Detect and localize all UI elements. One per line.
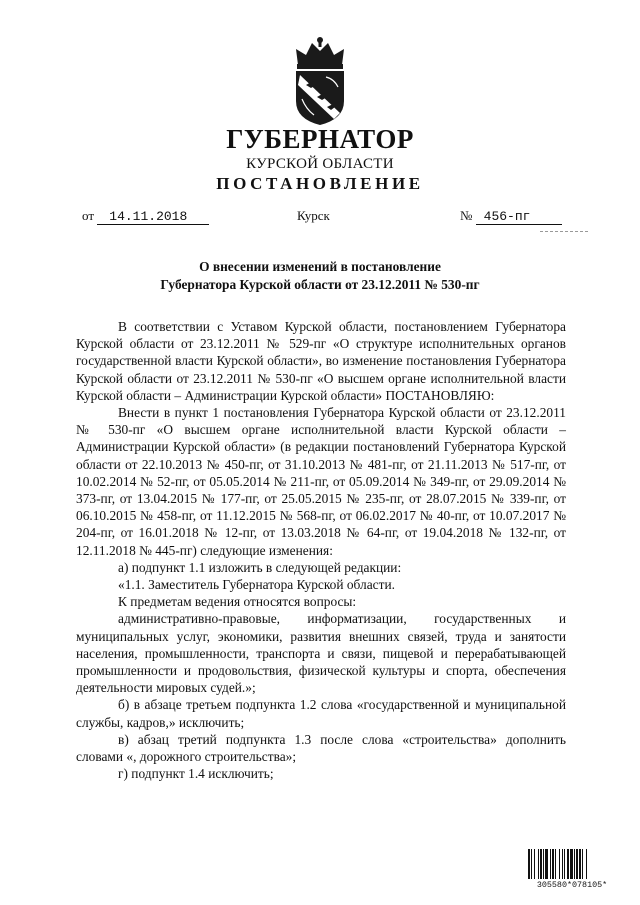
barcode-image: [526, 849, 618, 881]
barcode-bar: [538, 849, 539, 879]
barcode-bar: [567, 849, 569, 879]
barcode-bar: [570, 849, 573, 879]
barcode-bar: [586, 849, 587, 879]
barcode-bar: [534, 849, 535, 879]
body-paragraph: Внести в пункт 1 постановления Губернатора Курской области от 23.12.2011 № 530-пг «О высшем органе исполнительной власти Курской области – Администрации Курской области» (в редакции постановлений Губернатора Курской области от 22.10.2013 № 450-пг, от 31.10.2013 № 481-пг, от 21.11.2013 № 517-пг, от 10.02.2014 № 52-пг, от 05.05.2014 № 211-пг, от 05.09.2014 № 349-пг, от 29.09.2014 № 373-пг, от 13.04.2015 № 177-пг, от 25.05.2015 № 235-пг, от 28.07.2015 № 339-пг, от 06.10.2015 № 458-пг, от 11.12.2015 № 568-пг, от 06.02.2017 № 40-пг, от 10.07.2017 № 204-пг, от 16.01.2018 № 12-пг, от 13.03.2018 № 64-пг, от 19.04.2018 № 132-пг, от 12.11.2018 № 445-пг) следующие изменения:: [76, 405, 566, 558]
barcode-bar: [564, 849, 565, 879]
body-paragraph: К предметам ведения относятся вопросы:: [118, 594, 357, 610]
barcode-bar: [555, 849, 556, 879]
governor-title: ГУБЕРНАТОР: [226, 124, 414, 154]
document-city: Курск: [297, 208, 330, 223]
document-date: [82, 208, 209, 225]
barcode-bar: [550, 849, 551, 879]
body-paragraph: а) подпункт 1.1 изложить в следующей редакции:: [118, 559, 402, 575]
document-type: ПОСТАНОВЛЕНИЕ: [216, 174, 424, 193]
body-paragraph: б) в абзаце третьем подпункта 1.2 слова «государственной и муниципальной службы, кадров,» исключить;: [76, 697, 566, 730]
barcode-bar: [543, 849, 544, 879]
barcode-bar: [579, 849, 581, 879]
number-value: 456-пг: [476, 209, 562, 225]
barcode-bar: [574, 849, 575, 879]
barcode-bar: [540, 849, 542, 879]
subject-line: О внесении изменений в постановление: [199, 259, 441, 274]
barcode-bar: [552, 849, 554, 879]
body-paragraph: «1.1. Заместитель Губернатора Курской области.: [118, 577, 395, 593]
barcode-bar: [576, 849, 578, 879]
barcode-bar: [582, 849, 583, 879]
date-prefix: от: [82, 208, 95, 223]
barcode-bar: [545, 849, 548, 879]
subject-line: Губернатора Курской области от 23.12.2011 № 530-пг: [160, 277, 480, 292]
barcode-bar: [559, 849, 560, 879]
barcode-bar: [528, 849, 530, 879]
divider-line: [540, 231, 588, 232]
body-paragraph: в) абзац третий подпункта 1.3 после слова «строительства» дополнить словами «, дорожного строительства»;: [76, 731, 566, 765]
region-name: КУРСКОЙ ОБЛАСТИ: [246, 156, 394, 172]
body-paragraph: В соответствии с Уставом Курской области, постановлением Губернатора Курской области от 23.12.2011 № 529-пг «О структуре исполнительных органов государственной власти Курской области», во изменение постановления Губернатора Курской области от 23.12.2011 № 530-пг «О высшем органе исполнительной власти Курской области – Администрации Курской области» ПОСТАНОВЛЯЮ:: [76, 319, 566, 403]
barcode-bar: [531, 849, 532, 879]
body-paragraph: г) подпункт 1.4 исключить;: [118, 766, 274, 782]
barcode-bar: [562, 849, 563, 879]
barcode-number: 305580*078105*: [536, 880, 608, 890]
date-value: 14.11.2018: [97, 209, 209, 225]
document-subject: [0, 258, 640, 294]
document-body: [76, 318, 566, 782]
body-paragraph: административно-правовые, информатизации, государственных и муниципальных услуг, экономики, развития внешних связей, труда и занятости населения, промышленности, транспорта и связи, пищевой и перерабатывающей промышленности и продовольствия, физической культуры и спорта, обеспечения деятельности мировых судей.»;: [76, 611, 566, 696]
number-prefix: №: [460, 208, 473, 223]
document-number: [460, 208, 562, 225]
coat-of-arms-emblem: [282, 35, 358, 127]
